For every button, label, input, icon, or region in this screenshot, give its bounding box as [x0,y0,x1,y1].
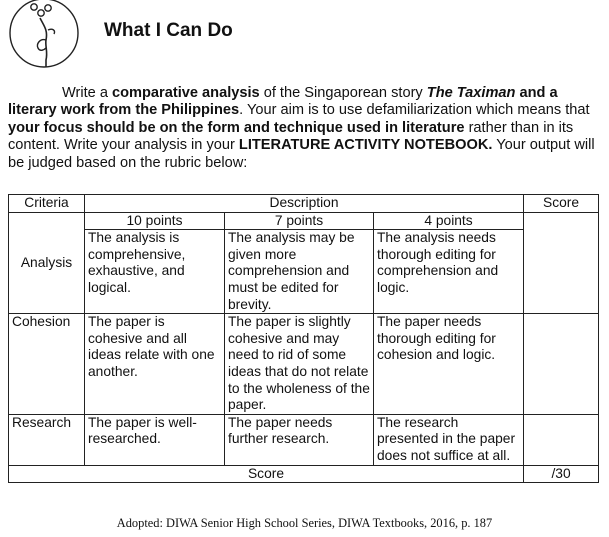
instr-text: of the Singaporean story [259,85,427,101]
rubric-table [8,194,599,483]
section-title: What I Can Do [104,20,233,41]
instr-text: . Your aim is to use defamiliarization which means that [239,102,590,119]
header-description: Description [85,195,524,213]
description-cell: The paper needs further research. [225,414,374,465]
criterion-cell: Research [9,414,85,465]
story-title: The Taximan [426,85,516,101]
total-label: Score [9,465,524,483]
notebook-name: LITERATURE ACTIVITY NOTEBOOK. [238,137,493,154]
total-row [9,465,599,483]
total-score: /30 [524,465,599,483]
table-row [9,414,599,465]
description-cell: The paper needs thorough editing for cohesion and logic. [374,314,524,415]
score-cell [524,414,599,465]
level-10: 10 points [85,212,225,230]
header-criteria: Criteria [9,195,85,213]
score-cell [524,212,599,314]
criterion-cell: Cohesion [9,314,85,415]
level-4: 4 points [374,212,524,230]
table-header-row [9,195,599,213]
description-cell: The analysis is comprehensive, exhaustive, and logical. [85,230,225,314]
criterion-cell: Analysis [9,212,85,314]
level-7: 7 points [225,212,374,230]
level-header-row [9,212,599,230]
instructions-paragraph [8,85,606,172]
description-cell: The paper is slightly cohesive and may need to rid of some ideas that do not relate to the wholeness of the paper. [225,314,374,415]
description-cell: The analysis needs thorough editing for comprehension and logic. [374,230,524,314]
instr-text: Write a [62,85,113,101]
description-cell: The paper is cohesive and all ideas relate with one another. [85,314,225,415]
citation: Adopted: DIWA Senior High School Series, DIWA Textbooks, 2016, p. 187 [116,516,493,530]
description-cell: The analysis may be given more comprehension and must be edited for brevity. [225,230,374,314]
header-score: Score [524,195,599,213]
mind-figure-icon [4,0,84,72]
table-row [9,314,599,415]
instr-emphasis: your focus should be on the form and technique used in literature [8,119,465,136]
instr-emphasis: comparative analysis [112,85,260,101]
description-cell: The research presented in the paper does not suffice at all. [374,414,524,465]
instr-text: Your output will be judged based on the rubric below: [8,137,595,171]
score-cell [524,314,599,415]
instr-text: rather than in its content. Write your analysis in your [8,119,574,154]
description-cell: The paper is well-researched. [85,414,225,465]
instr-emphasis: and a literary work from the Philippines [8,85,558,119]
table-row [9,230,599,314]
